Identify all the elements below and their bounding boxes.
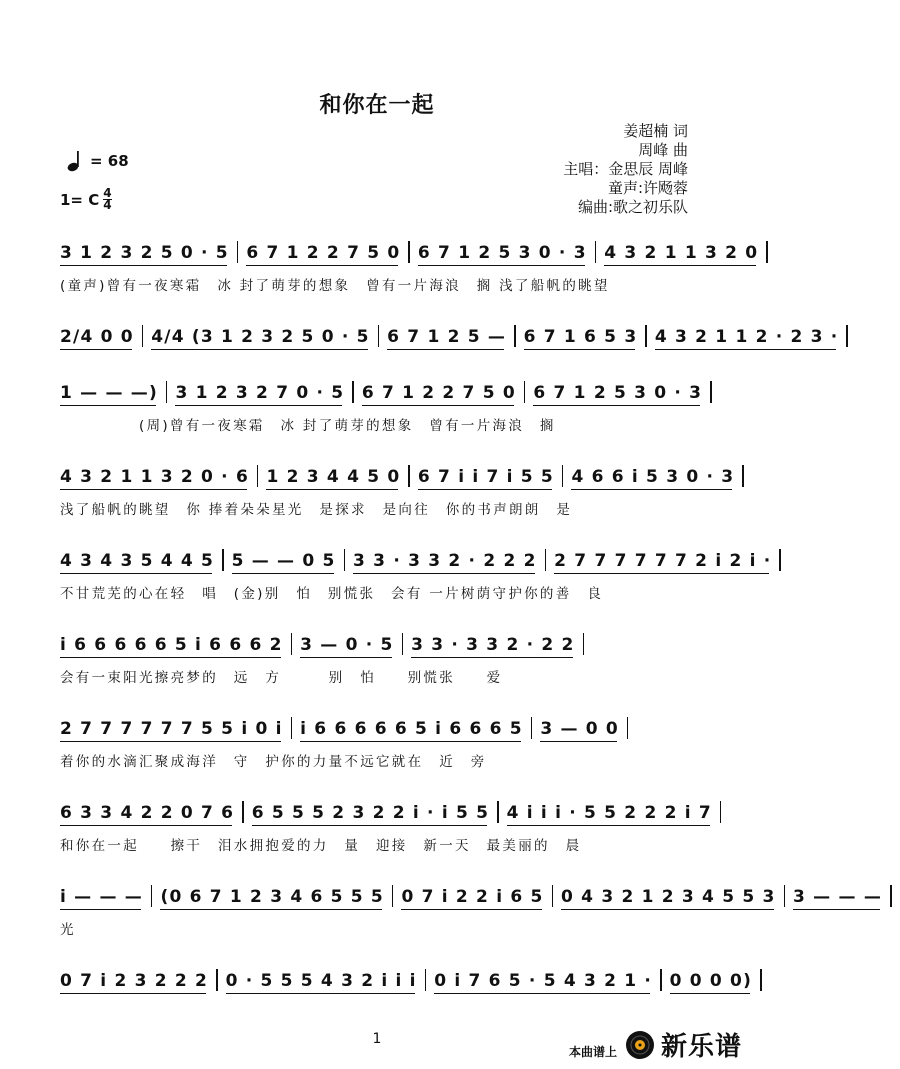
- brand-name: 新乐谱: [660, 1032, 742, 1062]
- staff-line: [60, 322, 839, 348]
- bar-line: [742, 465, 744, 487]
- measure: 0 7 i 2 3 2 2 2: [60, 971, 209, 991]
- bar-line: [720, 801, 722, 823]
- lyricist: 姜超楠 词: [623, 122, 688, 140]
- bar-line: [425, 969, 427, 991]
- notation-row: [60, 801, 729, 824]
- bar-line: [497, 801, 499, 823]
- time-signature-top: 4: [103, 186, 112, 200]
- measure: (0 6 7 1 2 3 4 6 5 5 5: [160, 887, 384, 907]
- notation-row: [60, 885, 900, 908]
- bar-line: [524, 381, 526, 403]
- lyrics-line: 着你的水滴汇聚成海洋 守 护你的力量不远它就在 近 旁: [60, 754, 487, 770]
- measure: 6 7 1 2 5 3 0 · 3: [417, 243, 587, 263]
- bar-line: [166, 381, 168, 403]
- score-system: [60, 882, 883, 938]
- score-system: [60, 238, 759, 294]
- measure: 4 3 4 3 5 4 4 5: [60, 551, 215, 571]
- notation-row: [60, 633, 700, 656]
- measure: 3 3 · 3 3 2 · 2 2 2: [353, 551, 537, 571]
- score-system: [60, 462, 735, 518]
- bar-line: [779, 549, 781, 571]
- notation-row: [60, 549, 789, 572]
- bar-line: [392, 885, 394, 907]
- bar-line: [583, 633, 585, 655]
- measure: 6 7 1 2 5 3 0 · 3: [533, 383, 703, 403]
- arranger: 编曲:歌之初乐队: [577, 198, 688, 216]
- brand-footer: [569, 1026, 742, 1063]
- bar-line: [645, 325, 647, 347]
- measure: i 6 6 6 6 6 5 i 6 6 6 5: [300, 719, 523, 739]
- tempo-value: = 68: [90, 152, 129, 170]
- bar-line: [216, 969, 218, 991]
- staff-line: [60, 966, 753, 992]
- score-system: [60, 546, 772, 602]
- lyrics-line: 会有一束阳光擦亮梦的 远 方 别 怕 别慌张 爱: [60, 670, 503, 686]
- measure: 0 0 0 0): [669, 971, 753, 991]
- bar-line: [222, 549, 224, 571]
- measure: 4 6 6 i 5 3 0 · 3: [571, 467, 735, 487]
- measure: 2 7 7 7 7 7 7 5 5 i 0 i: [60, 719, 283, 739]
- measure: 3 — 0 · 5: [300, 635, 394, 655]
- bar-line: [660, 969, 662, 991]
- lyrics-line: (周)曾有一夜寒霜 冰 封了萌芽的想象 曾有一片海浪 搁: [60, 418, 556, 434]
- measure: 5 — — 0 5: [231, 551, 336, 571]
- staff-line: [60, 378, 703, 404]
- bar-line: [710, 381, 712, 403]
- bar-line: [142, 325, 144, 347]
- staff-line: [60, 882, 883, 908]
- bar-line: [378, 325, 380, 347]
- tempo-marking: [66, 150, 129, 172]
- measure: 0 7 i 2 2 i 6 5: [401, 887, 544, 907]
- score-system: [60, 966, 753, 992]
- bar-line: [766, 241, 768, 263]
- notation-row: [60, 465, 752, 488]
- lyrics-line: (童声)曾有一夜寒霜 冰 封了萌芽的想象 曾有一片海浪 搁 浅了船帆的眺望: [60, 278, 610, 294]
- measure: i 6 6 6 6 6 5 i 6 6 6 2: [60, 635, 283, 655]
- measure: 1 2 3 4 4 5 0: [266, 467, 401, 487]
- bar-line: [545, 549, 547, 571]
- credits: [563, 122, 688, 217]
- staff-line: [60, 630, 700, 656]
- measure: 4 3 2 1 1 3 2 0 · 6: [60, 467, 249, 487]
- bar-line: [402, 633, 404, 655]
- bar-line: [242, 801, 244, 823]
- measure: 6 7 i i 7 i 5 5: [417, 467, 554, 487]
- measure: 6 7 1 6 5 3: [523, 327, 638, 347]
- staff-line: [60, 714, 700, 740]
- measure: 2 7 7 7 7 7 7 2 i 2 i ·: [554, 551, 772, 571]
- measure: 6 5 5 5 2 3 2 2 i · i 5 5: [251, 803, 490, 823]
- measure: 3 — — —: [793, 887, 883, 907]
- quarter-note-icon: [66, 150, 84, 172]
- measure: 4 3 2 1 1 3 2 0: [604, 243, 759, 263]
- lyrics-line: 和你在一起 擦干 泪水拥抱爱的力 量 迎接 新一天 最美丽的 晨: [60, 838, 582, 854]
- measure: 4 i i i · 5 5 2 2 2 i 7: [506, 803, 712, 823]
- brand-prefix: 本曲谱上: [568, 1045, 617, 1059]
- song-title: 和你在一起: [319, 93, 435, 118]
- bar-line: [344, 549, 346, 571]
- bar-line: [408, 465, 410, 487]
- staff-line: [60, 798, 712, 824]
- key-label: 1= C: [60, 190, 100, 209]
- bar-line: [151, 885, 153, 907]
- staff-line: [60, 238, 759, 264]
- bar-line: [408, 241, 410, 263]
- measure: 0 · 5 5 5 4 3 2 i i i: [225, 971, 417, 991]
- score-system: [60, 798, 712, 854]
- vinyl-record-icon: [625, 1030, 655, 1060]
- measure: 4 3 2 1 1 2 · 2 3 ·: [654, 327, 839, 347]
- singers: 主唱：金思辰 周峰: [563, 160, 688, 178]
- child-voice: 童声:许飏蓉: [607, 179, 688, 197]
- measure: 3 1 2 3 2 7 0 · 5: [175, 383, 345, 403]
- bar-line: [531, 717, 533, 739]
- measure: 3 1 2 3 2 5 0 · 5: [60, 243, 229, 263]
- notation-row: [60, 717, 700, 740]
- lyrics-line: 不甘荒芜的心在轻 唱 (金)别 怕 别慌张 会有 一片树荫守护你的善 良: [60, 586, 604, 602]
- page-number: 1: [372, 1031, 382, 1047]
- staff-line: [60, 546, 772, 572]
- bar-line: [760, 969, 762, 991]
- bar-line: [784, 885, 786, 907]
- notation-row: [60, 325, 856, 348]
- measure: 6 7 1 2 2 7 5 0: [246, 243, 401, 263]
- measure: 3 — 0 0: [540, 719, 619, 739]
- lyrics-line: 浅了船帆的眺望 你 捧着朵朵星光 是探求 是向往 你的书声朗朗 是: [60, 502, 573, 518]
- bar-line: [237, 241, 239, 263]
- bar-line: [291, 717, 293, 739]
- measure: 2/4 0 0: [60, 327, 134, 347]
- time-signature-bottom: 4: [103, 198, 112, 212]
- score-system: [60, 378, 703, 434]
- composer: 周峰 曲: [638, 141, 688, 159]
- measure: 6 3 3 4 2 2 0 7 6: [60, 803, 235, 823]
- notation-row: [60, 381, 720, 404]
- time-signature: [103, 188, 111, 211]
- measure: 6 7 1 2 2 7 5 0: [361, 383, 516, 403]
- bar-line: [352, 381, 354, 403]
- staff-line: [60, 462, 735, 488]
- notation-row: [60, 241, 776, 264]
- bar-line: [257, 465, 259, 487]
- bar-line: [291, 633, 293, 655]
- measure: 3 3 · 3 3 2 · 2 2: [411, 635, 575, 655]
- bar-line: [514, 325, 516, 347]
- bar-line: [562, 465, 564, 487]
- measure: 6 7 1 2 5 —: [387, 327, 507, 347]
- measure: 0 i 7 6 5 · 5 4 3 2 1 ·: [434, 971, 653, 991]
- score-system: [60, 714, 700, 770]
- score-system: [60, 630, 700, 686]
- measure: 1 — — —): [60, 383, 158, 403]
- bar-line: [890, 885, 892, 907]
- key-signature: [60, 188, 112, 211]
- bar-line: [552, 885, 554, 907]
- measure: 4/4 (3 1 2 3 2 5 0 · 5: [151, 327, 370, 347]
- bar-line: [627, 717, 629, 739]
- measure: i — — —: [60, 887, 143, 907]
- score-system: [60, 322, 839, 348]
- notation-row: [60, 969, 770, 992]
- bar-line: [595, 241, 597, 263]
- bar-line: [846, 325, 848, 347]
- lyrics-line: 光: [60, 922, 76, 938]
- measure: 0 4 3 2 1 2 3 4 5 5 3: [561, 887, 776, 907]
